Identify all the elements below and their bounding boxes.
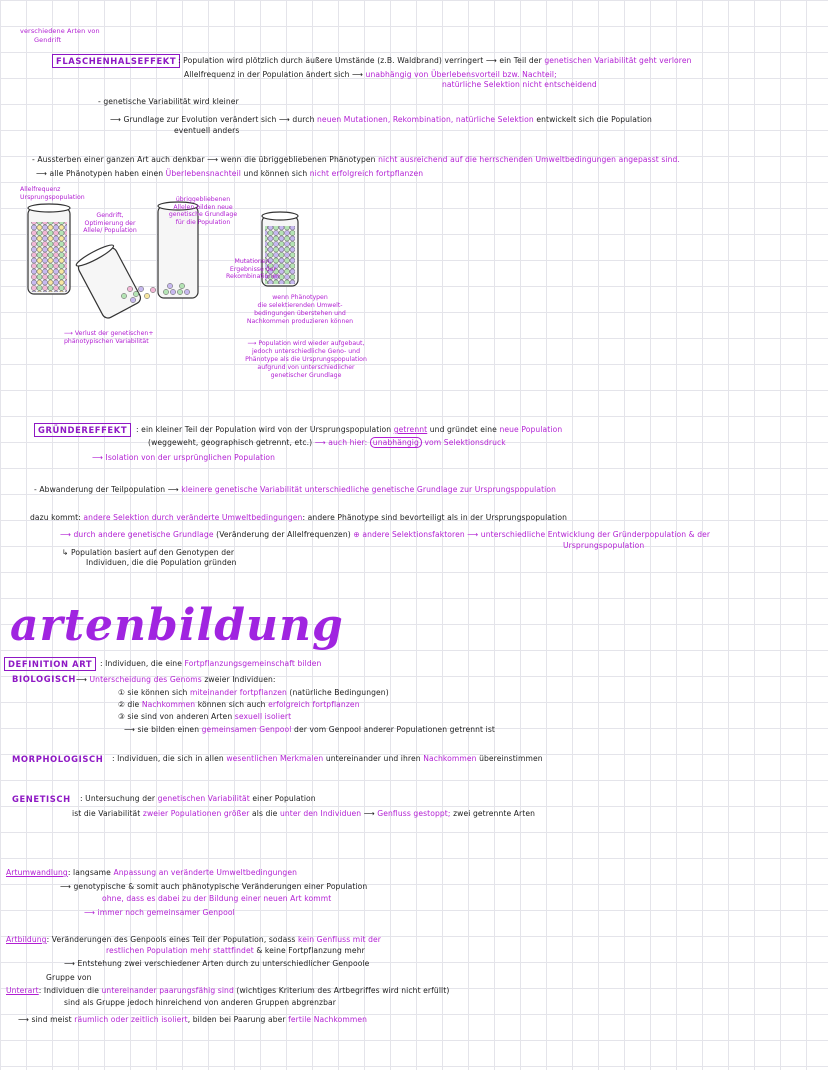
- text-line: Allelfrequenz in der Population ändert sich ⟶ unabhängig von Überlebensvorteil bzw. Nachteil;: [184, 70, 557, 79]
- text-line: dazu kommt: andere Selektion durch veränderte Umweltbedingungen: andere Phänotype sind bevorteiligt als in der Ursprungspopulation: [30, 513, 567, 522]
- text-line: ③ sie sind von anderen Arten sexuell isoliert: [118, 712, 292, 721]
- heading-flaschenhalseffekt: FLASCHENHALSEFFEKT: [52, 54, 180, 68]
- text-line: (weggeweht, geographisch getrennt, etc.) ⟶ auch hier: unabhängig vom Selektionsdruck: [148, 438, 506, 447]
- figure-caption: genetischer Grundlage: [270, 372, 342, 379]
- figure-caption: übriggebliebenen Allelen bilden neue genetische Grundlage für die Population: [168, 196, 238, 226]
- heading-gruendereffekt: GRÜNDEREFFEKT: [34, 423, 131, 437]
- text-line: ⟶ genotypische & somit auch phänotypische Veränderungen einer Population: [60, 882, 368, 891]
- text-line: : Untersuchung der genetischen Variabilität einer Population: [80, 794, 316, 803]
- text-line: Artumwandlung: langsame Anpassung an veränderte Umweltbedingungen: [6, 868, 298, 877]
- text-line: : Individuen, die eine Fortpflanzungsgemeinschaft bilden: [100, 659, 322, 668]
- text-line: ⟶ durch andere genetische Grundlage (Veränderung der Allelfrequenzen) ⊕ andere Selektionsfaktoren ⟶ unterschiedliche Entwicklung der Gründerpopulation & der: [60, 530, 711, 539]
- text-line: Ursprungspopulation: [563, 541, 645, 550]
- text-line: ⟶ Grundlage zur Evolution verändert sich ⟶ durch neuen Mutationen, Rekombination, natürliche Selektion entwickelt sich die Population: [110, 115, 652, 124]
- text-line: ⟶ sind meist räumlich oder zeitlich isoliert, bilden bei Paarung aber fertile Nachkommen: [18, 1015, 368, 1024]
- heading-biologisch: BIOLOGISCH: [12, 674, 76, 684]
- text-line: Individuen, die die Population gründen: [86, 558, 237, 567]
- figure-caption: bedingungen überstehen und: [254, 310, 346, 317]
- text-line: ist die Variabilität zweier Populationen größer als die unter den Individuen ⟶ Genfluss gestoppt; zwei getrennte Arten: [72, 809, 536, 818]
- figure-caption: Gendrift, Optimierung der Allele/ Population: [83, 212, 137, 234]
- jar-original-population: [28, 204, 70, 294]
- text-line: ohne, dass es dabei zu der Bildung einer neuen Art kommt: [102, 894, 332, 903]
- title-artenbildung: artenbildung: [10, 600, 344, 651]
- text-line: ② die Nachkommen können sich auch erfolgreich fortpflanzen: [118, 700, 360, 709]
- figure-caption: die selektierenden Umwelt-: [257, 302, 343, 309]
- text-line: - Abwanderung der Teilpopulation ⟶ kleinere genetische Variabilität unterschiedliche genetische Grundlage zur Ursprungspopulation: [34, 485, 557, 494]
- heading-definition-art: DEFINITION ART: [4, 657, 96, 671]
- margin-note-1: verschiedene Arten von: [20, 27, 100, 35]
- heading-genetisch: GENETISCH: [12, 794, 71, 804]
- text-line: ⟶ Isolation von der ursprünglichen Population: [92, 453, 276, 462]
- text-line: : Individuen, die sich in allen wesentlichen Merkmalen untereinander und ihren Nachkommen übereinstimmen: [112, 754, 543, 763]
- figure-caption: Allelfrequenz Ursprungspopulation: [20, 186, 85, 201]
- text-line: restlichen Population mehr stattfindet & keine Fortpflanzung mehr: [106, 946, 365, 955]
- heading-morphologisch: MORPHOLOGISCH: [12, 754, 104, 764]
- text-line: Unterart: Individuen die untereinander paarungsfähig sind (wichtiges Kriterium des Artbegriffes wird nicht erfüllt): [6, 986, 450, 995]
- text-line: Gruppe von: [46, 973, 92, 982]
- jar-tipped: [74, 242, 142, 320]
- text-line: sind als Gruppe jedoch hinreichend von anderen Gruppen abgrenzbar: [64, 998, 336, 1007]
- text-line: ↳ Population basiert auf den Genotypen der: [62, 548, 235, 557]
- text-line: ⟶ alle Phänotypen haben einen Überlebensnachteil und können sich nicht erfolgreich fortpflanzen: [36, 169, 424, 178]
- text-line: ① sie können sich miteinander fortpflanzen (natürliche Bedingungen): [118, 688, 389, 697]
- text-line: natürliche Selektion nicht entscheidend: [442, 80, 597, 89]
- text-line: : Population wird plötzlich durch äußere Umstände (z.B. Waldbrand) verringert ⟶ ein Teil der genetischen Variabilität geht verloren: [178, 56, 692, 65]
- figure-caption: Phänotype als die Ursprungspopulation: [245, 356, 367, 363]
- text-line: : ein kleiner Teil der Population wird von der Ursprungspopulation getrennt und gründet eine neue Population: [136, 425, 563, 434]
- text-line: ⟶ sie bilden einen gemeinsamen Genpool der vom Genpool anderer Populationen getrennt ist: [124, 725, 495, 734]
- figure-caption: ⟶ Population wird wieder aufgebaut,: [247, 340, 365, 347]
- figure-caption: ⟶ Verlust der genetischen+ phänotypischen Variabilität: [64, 330, 154, 345]
- text-line: ⟶ Entstehung zwei verschiedener Arten durch zu unterschiedlicher Genpoole: [64, 959, 370, 968]
- figure-caption: wenn Phänotypen: [272, 294, 328, 301]
- margin-note-2: Gendrift: [34, 36, 62, 44]
- text-line: ⟶ Unterscheidung des Genoms zweier Individuen:: [76, 675, 276, 684]
- figure-caption: Mutationen, Ergebnisse der Rekombinationen: [226, 258, 280, 280]
- figure-caption: jedoch unterschiedliche Geno- und: [251, 348, 361, 355]
- figure-caption: Nachkommen produzieren können: [246, 318, 354, 325]
- text-line: Artbildung: Veränderungen des Genpools eines Teil der Population, sodass kein Genfluss mit der: [6, 935, 382, 944]
- figure-caption: aufgrund von unterschiedlicher: [257, 364, 355, 371]
- text-line: - genetische Variabilität wird kleiner: [98, 97, 239, 106]
- text-line: ⟶ immer noch gemeinsamer Genpool: [84, 908, 235, 917]
- text-line: - Aussterben einer ganzen Art auch denkbar ⟶ wenn die übriggebliebenen Phänotypen nicht ausreichend auf die herrschenden Umweltbedingungen angepasst sind.: [32, 155, 680, 164]
- text-line: eventuell anders: [174, 126, 240, 135]
